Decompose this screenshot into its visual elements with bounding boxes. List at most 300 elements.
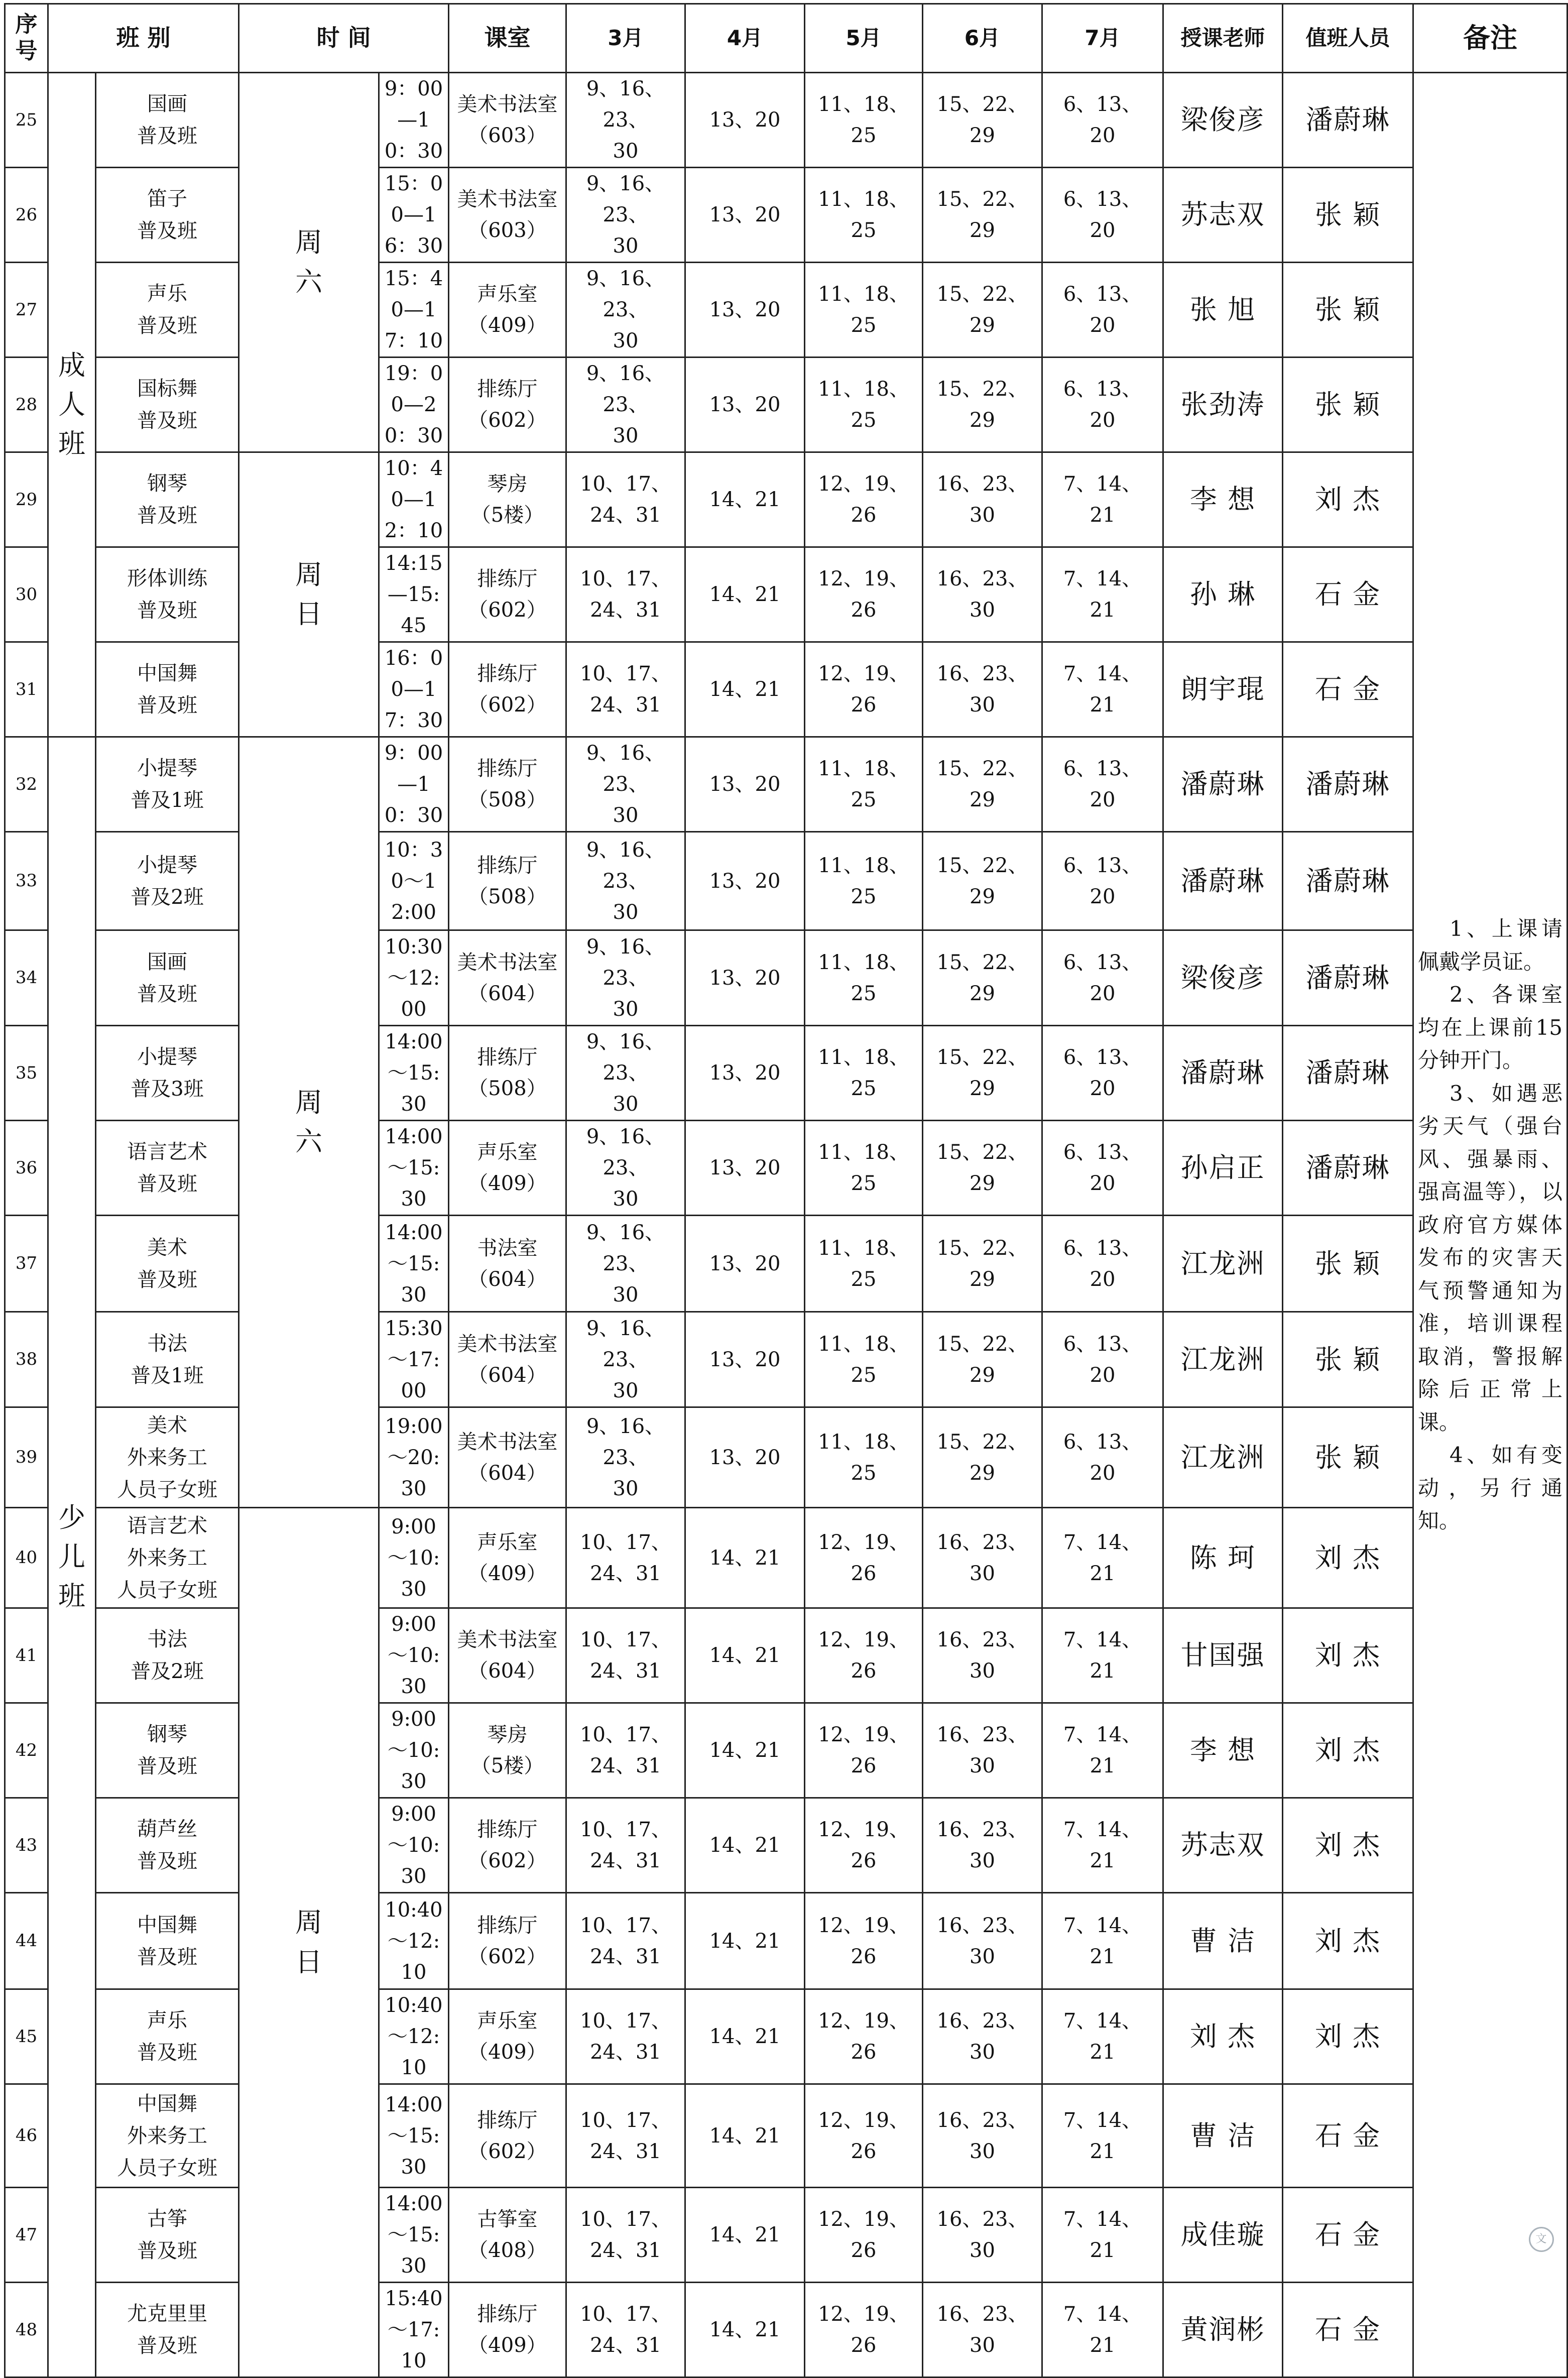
month-dates-7: 7、14、 21 bbox=[1042, 1893, 1163, 1989]
class-time: 14:00～15:30 bbox=[379, 1216, 449, 1312]
teacher-name: 江龙洲 bbox=[1163, 1312, 1283, 1407]
class-name: 书法 普及2班 bbox=[96, 1608, 239, 1703]
schedule-rows bbox=[5, 73, 1567, 2377]
table-row bbox=[5, 737, 1567, 832]
teacher-name: 朗宇琨 bbox=[1163, 642, 1283, 737]
month-dates-4: 14、21 bbox=[685, 1798, 805, 1893]
month-dates-5: 12、19、 26 bbox=[805, 1508, 923, 1608]
weekday-label-char: 周 bbox=[295, 558, 322, 590]
month-dates-6: 15、22、 29 bbox=[923, 168, 1042, 263]
month-dates-4: 14、21 bbox=[685, 1989, 805, 2084]
month-dates-3: 10、17、 24、31 bbox=[566, 1989, 685, 2084]
row-seq: 41 bbox=[5, 1608, 48, 1703]
month-dates-7: 7、14、 21 bbox=[1042, 547, 1163, 642]
weekday-label-char: 周 bbox=[295, 226, 322, 259]
class-time: 14:15—15:45 bbox=[379, 547, 449, 642]
teacher-name: 梁俊彦 bbox=[1163, 73, 1283, 168]
month-dates-4: 13、20 bbox=[685, 263, 805, 358]
class-time: 14:00～15:30 bbox=[379, 2188, 449, 2283]
month-dates-4: 14、21 bbox=[685, 642, 805, 737]
classroom: 声乐室 （409） bbox=[449, 263, 566, 358]
month-dates-3: 10、17、 24、31 bbox=[566, 452, 685, 547]
month-dates-7: 6、13、 20 bbox=[1042, 1312, 1163, 1407]
month-dates-6: 16、23、 30 bbox=[923, 642, 1042, 737]
month-dates-5: 12、19、 26 bbox=[805, 547, 923, 642]
group-label bbox=[48, 737, 96, 2377]
month-dates-3: 10、17、 24、31 bbox=[566, 2084, 685, 2188]
month-dates-5: 11、18、 25 bbox=[805, 930, 923, 1026]
teacher-name: 梁俊彦 bbox=[1163, 930, 1283, 1026]
classroom: 排练厅 （409） bbox=[449, 2283, 566, 2377]
teacher-name: 潘蔚琳 bbox=[1163, 737, 1283, 832]
teacher-name: 李 想 bbox=[1163, 1703, 1283, 1798]
class-time: 10:40～12:10 bbox=[379, 1989, 449, 2084]
class-time: 9：00—10：30 bbox=[379, 73, 449, 168]
month-dates-4: 13、20 bbox=[685, 930, 805, 1026]
class-time: 16：00—17：30 bbox=[379, 642, 449, 737]
class-time: 14:00～15:30 bbox=[379, 1026, 449, 1121]
class-name: 国画 普及班 bbox=[96, 73, 239, 168]
header-month-4: 4月 bbox=[685, 4, 805, 73]
month-dates-5: 11、18、 25 bbox=[805, 1216, 923, 1312]
month-dates-6: 15、22、 29 bbox=[923, 1121, 1042, 1216]
weekday-label bbox=[239, 452, 379, 737]
class-name: 钢琴 普及班 bbox=[96, 1703, 239, 1798]
classroom: 美术书法室 （603） bbox=[449, 73, 566, 168]
month-dates-7: 7、14、 21 bbox=[1042, 2188, 1163, 2283]
group-label-char: 少 bbox=[58, 1501, 85, 1533]
class-time: 9:00～10:30 bbox=[379, 1703, 449, 1798]
header-notes: 备注 bbox=[1413, 4, 1567, 73]
classroom: 声乐室 （409） bbox=[449, 1121, 566, 1216]
group-label-char: 儿 bbox=[58, 1540, 85, 1573]
classroom: 排练厅 （602） bbox=[449, 1893, 566, 1989]
month-dates-5: 12、19、 26 bbox=[805, 1893, 923, 1989]
note-item: 2、各课室均在上课前15分钟开门。 bbox=[1418, 982, 1562, 1073]
month-dates-5: 11、18、 25 bbox=[805, 168, 923, 263]
classroom: 排练厅 （602） bbox=[449, 1798, 566, 1893]
month-dates-6: 16、23、 30 bbox=[923, 1703, 1042, 1798]
header-room: 课室 bbox=[449, 4, 566, 73]
month-dates-4: 14、21 bbox=[685, 1893, 805, 1989]
class-name: 美术 普及班 bbox=[96, 1216, 239, 1312]
class-name: 钢琴 普及班 bbox=[96, 452, 239, 547]
note-item: 1、上课请佩戴学员证。 bbox=[1418, 916, 1562, 974]
month-dates-4: 14、21 bbox=[685, 2283, 805, 2377]
month-dates-6: 15、22、 29 bbox=[923, 832, 1042, 930]
class-time: 10：40—12：10 bbox=[379, 452, 449, 547]
duty-staff: 刘 杰 bbox=[1283, 452, 1413, 547]
header-month-3: 3月 bbox=[566, 4, 685, 73]
class-name: 笛子 普及班 bbox=[96, 168, 239, 263]
classroom: 声乐室 （409） bbox=[449, 1989, 566, 2084]
month-dates-3: 10、17、 24、31 bbox=[566, 1703, 685, 1798]
weekday-label-char: 周 bbox=[295, 1086, 322, 1118]
month-dates-4: 13、20 bbox=[685, 1121, 805, 1216]
class-name: 尤克里里 普及班 bbox=[96, 2283, 239, 2377]
duty-staff: 潘蔚琳 bbox=[1283, 930, 1413, 1026]
classroom: 美术书法室 （604） bbox=[449, 1407, 566, 1508]
month-dates-3: 9、16、23、 30 bbox=[566, 263, 685, 358]
duty-staff: 石 金 bbox=[1283, 2283, 1413, 2377]
month-dates-6: 15、22、 29 bbox=[923, 1312, 1042, 1407]
month-dates-3: 10、17、 24、31 bbox=[566, 2283, 685, 2377]
month-dates-6: 15、22、 29 bbox=[923, 263, 1042, 358]
month-dates-7: 6、13、 20 bbox=[1042, 1216, 1163, 1312]
teacher-name: 陈 珂 bbox=[1163, 1508, 1283, 1608]
month-dates-5: 12、19、 26 bbox=[805, 2188, 923, 2283]
teacher-name: 曹 洁 bbox=[1163, 2084, 1283, 2188]
teacher-name: 李 想 bbox=[1163, 452, 1283, 547]
class-time: 9：00—10：30 bbox=[379, 737, 449, 832]
month-dates-3: 9、16、23、 30 bbox=[566, 1121, 685, 1216]
notes-panel bbox=[1413, 73, 1567, 2377]
month-dates-5: 12、19、 26 bbox=[805, 1798, 923, 1893]
note-item: 4、如有变动，另行通知。 bbox=[1418, 1443, 1562, 1533]
watermark-logo bbox=[1529, 2227, 1558, 2252]
month-dates-3: 10、17、 24、31 bbox=[566, 1608, 685, 1703]
month-dates-5: 12、19、 26 bbox=[805, 452, 923, 547]
duty-staff: 潘蔚琳 bbox=[1283, 832, 1413, 930]
row-seq: 30 bbox=[5, 547, 48, 642]
classroom: 排练厅 （602） bbox=[449, 547, 566, 642]
classroom: 书法室 （604） bbox=[449, 1216, 566, 1312]
class-time: 15:30～17:00 bbox=[379, 1312, 449, 1407]
header-seq: 序号 bbox=[5, 4, 48, 73]
month-dates-7: 7、14、 21 bbox=[1042, 1608, 1163, 1703]
class-name: 声乐 普及班 bbox=[96, 263, 239, 358]
month-dates-6: 16、23、 30 bbox=[923, 1989, 1042, 2084]
month-dates-7: 7、14、 21 bbox=[1042, 1798, 1163, 1893]
classroom: 排练厅 （508） bbox=[449, 1026, 566, 1121]
weekday-label-char: 日 bbox=[295, 598, 322, 630]
classroom: 排练厅 （602） bbox=[449, 358, 566, 452]
row-seq: 27 bbox=[5, 263, 48, 358]
month-dates-3: 9、16、23、 30 bbox=[566, 930, 685, 1026]
month-dates-6: 15、22、 29 bbox=[923, 73, 1042, 168]
duty-staff: 张 颖 bbox=[1283, 1216, 1413, 1312]
class-time: 19:00～20:30 bbox=[379, 1407, 449, 1508]
class-name: 葫芦丝 普及班 bbox=[96, 1798, 239, 1893]
duty-staff: 潘蔚琳 bbox=[1283, 1121, 1413, 1216]
group-label-char: 班 bbox=[58, 1580, 85, 1612]
month-dates-5: 11、18、 25 bbox=[805, 1026, 923, 1121]
class-name: 小提琴 普及1班 bbox=[96, 737, 239, 832]
month-dates-7: 6、13、 20 bbox=[1042, 1026, 1163, 1121]
class-time: 10:40～12:10 bbox=[379, 1893, 449, 1989]
month-dates-3: 9、16、23、 30 bbox=[566, 358, 685, 452]
group-label bbox=[48, 73, 96, 737]
duty-staff: 张 颖 bbox=[1283, 168, 1413, 263]
month-dates-6: 16、23、 30 bbox=[923, 2188, 1042, 2283]
row-seq: 39 bbox=[5, 1407, 48, 1508]
class-time: 10：30～12:00 bbox=[379, 832, 449, 930]
month-dates-5: 11、18、 25 bbox=[805, 358, 923, 452]
teacher-name: 江龙洲 bbox=[1163, 1407, 1283, 1508]
classroom: 美术书法室 （604） bbox=[449, 930, 566, 1026]
month-dates-5: 11、18、 25 bbox=[805, 737, 923, 832]
row-seq: 34 bbox=[5, 930, 48, 1026]
month-dates-6: 16、23、 30 bbox=[923, 1893, 1042, 1989]
row-seq: 35 bbox=[5, 1026, 48, 1121]
month-dates-3: 10、17、 24、31 bbox=[566, 1508, 685, 1608]
teacher-name: 苏志双 bbox=[1163, 1798, 1283, 1893]
class-name: 中国舞 普及班 bbox=[96, 642, 239, 737]
month-dates-3: 9、16、23、 30 bbox=[566, 737, 685, 832]
month-dates-5: 11、18、 25 bbox=[805, 73, 923, 168]
class-time: 10:30～12:00 bbox=[379, 930, 449, 1026]
class-time: 9:00～10:30 bbox=[379, 1798, 449, 1893]
month-dates-5: 12、19、 26 bbox=[805, 1989, 923, 2084]
class-name: 语言艺术 普及班 bbox=[96, 1121, 239, 1216]
month-dates-7: 6、13、 20 bbox=[1042, 263, 1163, 358]
duty-staff: 潘蔚琳 bbox=[1283, 73, 1413, 168]
group-label-char: 成 bbox=[58, 349, 85, 381]
classroom: 美术书法室 （603） bbox=[449, 168, 566, 263]
month-dates-6: 16、23、 30 bbox=[923, 1608, 1042, 1703]
month-dates-7: 7、14、 21 bbox=[1042, 1703, 1163, 1798]
month-dates-7: 6、13、 20 bbox=[1042, 168, 1163, 263]
teacher-name: 成佳璇 bbox=[1163, 2188, 1283, 2283]
class-time: 15:40～17:10 bbox=[379, 2283, 449, 2377]
class-name: 古筝 普及班 bbox=[96, 2188, 239, 2283]
teacher-name: 江龙洲 bbox=[1163, 1216, 1283, 1312]
weekday-label bbox=[239, 737, 379, 1508]
month-dates-4: 13、20 bbox=[685, 1312, 805, 1407]
classroom: 美术书法室 （604） bbox=[449, 1312, 566, 1407]
teacher-name: 苏志双 bbox=[1163, 168, 1283, 263]
month-dates-4: 14、21 bbox=[685, 452, 805, 547]
month-dates-4: 13、20 bbox=[685, 358, 805, 452]
duty-staff: 刘 杰 bbox=[1283, 1608, 1413, 1703]
row-seq: 46 bbox=[5, 2084, 48, 2188]
class-time: 14:00～15:30 bbox=[379, 1121, 449, 1216]
row-seq: 26 bbox=[5, 168, 48, 263]
month-dates-5: 12、19、 26 bbox=[805, 2283, 923, 2377]
month-dates-7: 6、13、 20 bbox=[1042, 73, 1163, 168]
class-name: 书法 普及1班 bbox=[96, 1312, 239, 1407]
duty-staff: 张 颖 bbox=[1283, 1407, 1413, 1508]
month-dates-7: 6、13、 20 bbox=[1042, 832, 1163, 930]
class-time: 9:00～10:30 bbox=[379, 1508, 449, 1608]
class-name: 小提琴 普及3班 bbox=[96, 1026, 239, 1121]
row-seq: 28 bbox=[5, 358, 48, 452]
note-item: 3、如遇恶劣天气（强台风、强暴雨、强高温等），以政府官方媒体发布的灾害天气预警通知为准，培训课程取消，警报解除后正常上课。 bbox=[1418, 1081, 1562, 1435]
month-dates-6: 16、23、 30 bbox=[923, 1798, 1042, 1893]
class-name: 小提琴 普及2班 bbox=[96, 832, 239, 930]
month-dates-7: 7、14、 21 bbox=[1042, 2084, 1163, 2188]
header-duty: 值班人员 bbox=[1283, 4, 1413, 73]
row-seq: 37 bbox=[5, 1216, 48, 1312]
table-row bbox=[5, 1508, 1567, 1608]
classroom: 古筝室 （408） bbox=[449, 2188, 566, 2283]
month-dates-6: 15、22、 29 bbox=[923, 1216, 1042, 1312]
row-seq: 43 bbox=[5, 1798, 48, 1893]
duty-staff: 刘 杰 bbox=[1283, 1703, 1413, 1798]
teacher-name: 黄润彬 bbox=[1163, 2283, 1283, 2377]
class-time: 19：00—20：30 bbox=[379, 358, 449, 452]
month-dates-3: 10、17、 24、31 bbox=[566, 1893, 685, 1989]
month-dates-4: 13、20 bbox=[685, 1216, 805, 1312]
month-dates-4: 13、20 bbox=[685, 737, 805, 832]
duty-staff: 刘 杰 bbox=[1283, 1798, 1413, 1893]
month-dates-4: 13、20 bbox=[685, 1407, 805, 1508]
row-seq: 36 bbox=[5, 1121, 48, 1216]
month-dates-3: 9、16、23、 30 bbox=[566, 73, 685, 168]
header-row bbox=[5, 4, 1567, 73]
teacher-name: 甘国强 bbox=[1163, 1608, 1283, 1703]
month-dates-6: 15、22、 29 bbox=[923, 1407, 1042, 1508]
row-seq: 45 bbox=[5, 1989, 48, 2084]
month-dates-4: 14、21 bbox=[685, 2188, 805, 2283]
month-dates-5: 12、19、 26 bbox=[805, 642, 923, 737]
weekday-label-char: 六 bbox=[295, 1126, 322, 1157]
month-dates-6: 15、22、 29 bbox=[923, 358, 1042, 452]
header-month-7: 7月 bbox=[1042, 4, 1163, 73]
table-row bbox=[5, 452, 1567, 547]
header-class-name: 班 别 bbox=[48, 4, 239, 73]
teacher-name: 张劲涛 bbox=[1163, 358, 1283, 452]
month-dates-5: 11、18、 25 bbox=[805, 1121, 923, 1216]
month-dates-5: 12、19、 26 bbox=[805, 1703, 923, 1798]
header-time: 时 间 bbox=[239, 4, 449, 73]
month-dates-3: 9、16、23、 30 bbox=[566, 832, 685, 930]
month-dates-3: 10、17、 24、31 bbox=[566, 1798, 685, 1893]
month-dates-4: 14、21 bbox=[685, 1608, 805, 1703]
month-dates-5: 12、19、 26 bbox=[805, 2084, 923, 2188]
month-dates-4: 13、20 bbox=[685, 73, 805, 168]
schedule-table bbox=[4, 3, 1568, 2378]
teacher-name: 孙 琳 bbox=[1163, 547, 1283, 642]
month-dates-7: 7、14、 21 bbox=[1042, 452, 1163, 547]
class-name: 形体训练 普及班 bbox=[96, 547, 239, 642]
class-time: 15：00—16：30 bbox=[379, 168, 449, 263]
month-dates-5: 11、18、 25 bbox=[805, 832, 923, 930]
month-dates-5: 11、18、 25 bbox=[805, 1407, 923, 1508]
duty-staff: 潘蔚琳 bbox=[1283, 1026, 1413, 1121]
teacher-name: 曹 洁 bbox=[1163, 1893, 1283, 1989]
month-dates-7: 6、13、 20 bbox=[1042, 737, 1163, 832]
month-dates-3: 9、16、23、 30 bbox=[566, 1407, 685, 1508]
classroom: 琴房 （5楼） bbox=[449, 452, 566, 547]
month-dates-5: 11、18、 25 bbox=[805, 263, 923, 358]
class-name: 美术 外来务工 人员子女班 bbox=[96, 1407, 239, 1508]
teacher-name: 孙启正 bbox=[1163, 1121, 1283, 1216]
month-dates-4: 13、20 bbox=[685, 1026, 805, 1121]
teacher-name: 潘蔚琳 bbox=[1163, 832, 1283, 930]
group-label-char: 班 bbox=[58, 428, 85, 460]
month-dates-5: 12、19、 26 bbox=[805, 1608, 923, 1703]
row-seq: 40 bbox=[5, 1508, 48, 1608]
duty-staff: 刘 杰 bbox=[1283, 1989, 1413, 2084]
row-seq: 38 bbox=[5, 1312, 48, 1407]
row-seq: 47 bbox=[5, 2188, 48, 2283]
duty-staff: 张 颖 bbox=[1283, 1312, 1413, 1407]
month-dates-7: 6、13、 20 bbox=[1042, 1121, 1163, 1216]
weekday-label-char: 六 bbox=[295, 266, 322, 298]
row-seq: 29 bbox=[5, 452, 48, 547]
month-dates-6: 15、22、 29 bbox=[923, 737, 1042, 832]
row-seq: 25 bbox=[5, 73, 48, 168]
month-dates-6: 16、23、 30 bbox=[923, 452, 1042, 547]
duty-staff: 石 金 bbox=[1283, 2084, 1413, 2188]
duty-staff: 张 颖 bbox=[1283, 263, 1413, 358]
header-month-5: 5月 bbox=[805, 4, 923, 73]
month-dates-6: 15、22、 29 bbox=[923, 930, 1042, 1026]
classroom: 排练厅 （508） bbox=[449, 832, 566, 930]
month-dates-4: 13、20 bbox=[685, 168, 805, 263]
row-seq: 44 bbox=[5, 1893, 48, 1989]
month-dates-3: 10、17、 24、31 bbox=[566, 642, 685, 737]
class-name: 语言艺术 外来务工 人员子女班 bbox=[96, 1508, 239, 1608]
weekday-label-char: 周 bbox=[295, 1907, 322, 1939]
month-dates-4: 14、21 bbox=[685, 1508, 805, 1608]
duty-staff: 刘 杰 bbox=[1283, 1893, 1413, 1989]
month-dates-7: 7、14、 21 bbox=[1042, 2283, 1163, 2377]
weekday-label-char: 日 bbox=[295, 1946, 322, 1978]
row-seq: 32 bbox=[5, 737, 48, 832]
month-dates-7: 7、14、 21 bbox=[1042, 642, 1163, 737]
month-dates-7: 7、14、 21 bbox=[1042, 1989, 1163, 2084]
class-name: 中国舞 外来务工 人员子女班 bbox=[96, 2084, 239, 2188]
duty-staff: 石 金 bbox=[1283, 2188, 1413, 2283]
classroom: 美术书法室 （604） bbox=[449, 1608, 566, 1703]
month-dates-7: 6、13、 20 bbox=[1042, 358, 1163, 452]
month-dates-6: 16、23、 30 bbox=[923, 547, 1042, 642]
month-dates-4: 14、21 bbox=[685, 547, 805, 642]
month-dates-4: 14、21 bbox=[685, 1703, 805, 1798]
classroom: 排练厅 （508） bbox=[449, 737, 566, 832]
class-name: 国标舞 普及班 bbox=[96, 358, 239, 452]
month-dates-3: 10、17、 24、31 bbox=[566, 547, 685, 642]
month-dates-3: 10、17、 24、31 bbox=[566, 2188, 685, 2283]
duty-staff: 石 金 bbox=[1283, 547, 1413, 642]
duty-staff: 刘 杰 bbox=[1283, 1508, 1413, 1608]
month-dates-6: 15、22、 29 bbox=[923, 1026, 1042, 1121]
month-dates-7: 7、14、 21 bbox=[1042, 1508, 1163, 1608]
duty-staff: 张 颖 bbox=[1283, 358, 1413, 452]
month-dates-7: 6、13、 20 bbox=[1042, 930, 1163, 1026]
class-name: 中国舞 普及班 bbox=[96, 1893, 239, 1989]
month-dates-3: 9、16、23、 30 bbox=[566, 1026, 685, 1121]
class-name: 声乐 普及班 bbox=[96, 1989, 239, 2084]
teacher-name: 张 旭 bbox=[1163, 263, 1283, 358]
class-time: 9:00～10:30 bbox=[379, 1608, 449, 1703]
weekday-label bbox=[239, 1508, 379, 2377]
class-time: 14:00～15:30 bbox=[379, 2084, 449, 2188]
classroom: 排练厅 （602） bbox=[449, 642, 566, 737]
month-dates-5: 11、18、 25 bbox=[805, 1312, 923, 1407]
classroom: 琴房 （5楼） bbox=[449, 1703, 566, 1798]
classroom: 声乐室 （409） bbox=[449, 1508, 566, 1608]
weekday-label bbox=[239, 73, 379, 452]
month-dates-3: 9、16、23、 30 bbox=[566, 1216, 685, 1312]
month-dates-3: 9、16、23、 30 bbox=[566, 168, 685, 263]
row-seq: 33 bbox=[5, 832, 48, 930]
class-name: 国画 普及班 bbox=[96, 930, 239, 1026]
row-seq: 31 bbox=[5, 642, 48, 737]
duty-staff: 潘蔚琳 bbox=[1283, 737, 1413, 832]
month-dates-6: 16、23、 30 bbox=[923, 1508, 1042, 1608]
group-label-char: 人 bbox=[58, 388, 85, 420]
month-dates-6: 16、23、 30 bbox=[923, 2084, 1042, 2188]
duty-staff: 石 金 bbox=[1283, 642, 1413, 737]
table-row bbox=[5, 73, 1567, 168]
month-dates-6: 16、23、 30 bbox=[923, 2283, 1042, 2377]
header-month-6: 6月 bbox=[923, 4, 1042, 73]
classroom: 排练厅 （602） bbox=[449, 2084, 566, 2188]
row-seq: 48 bbox=[5, 2283, 48, 2377]
